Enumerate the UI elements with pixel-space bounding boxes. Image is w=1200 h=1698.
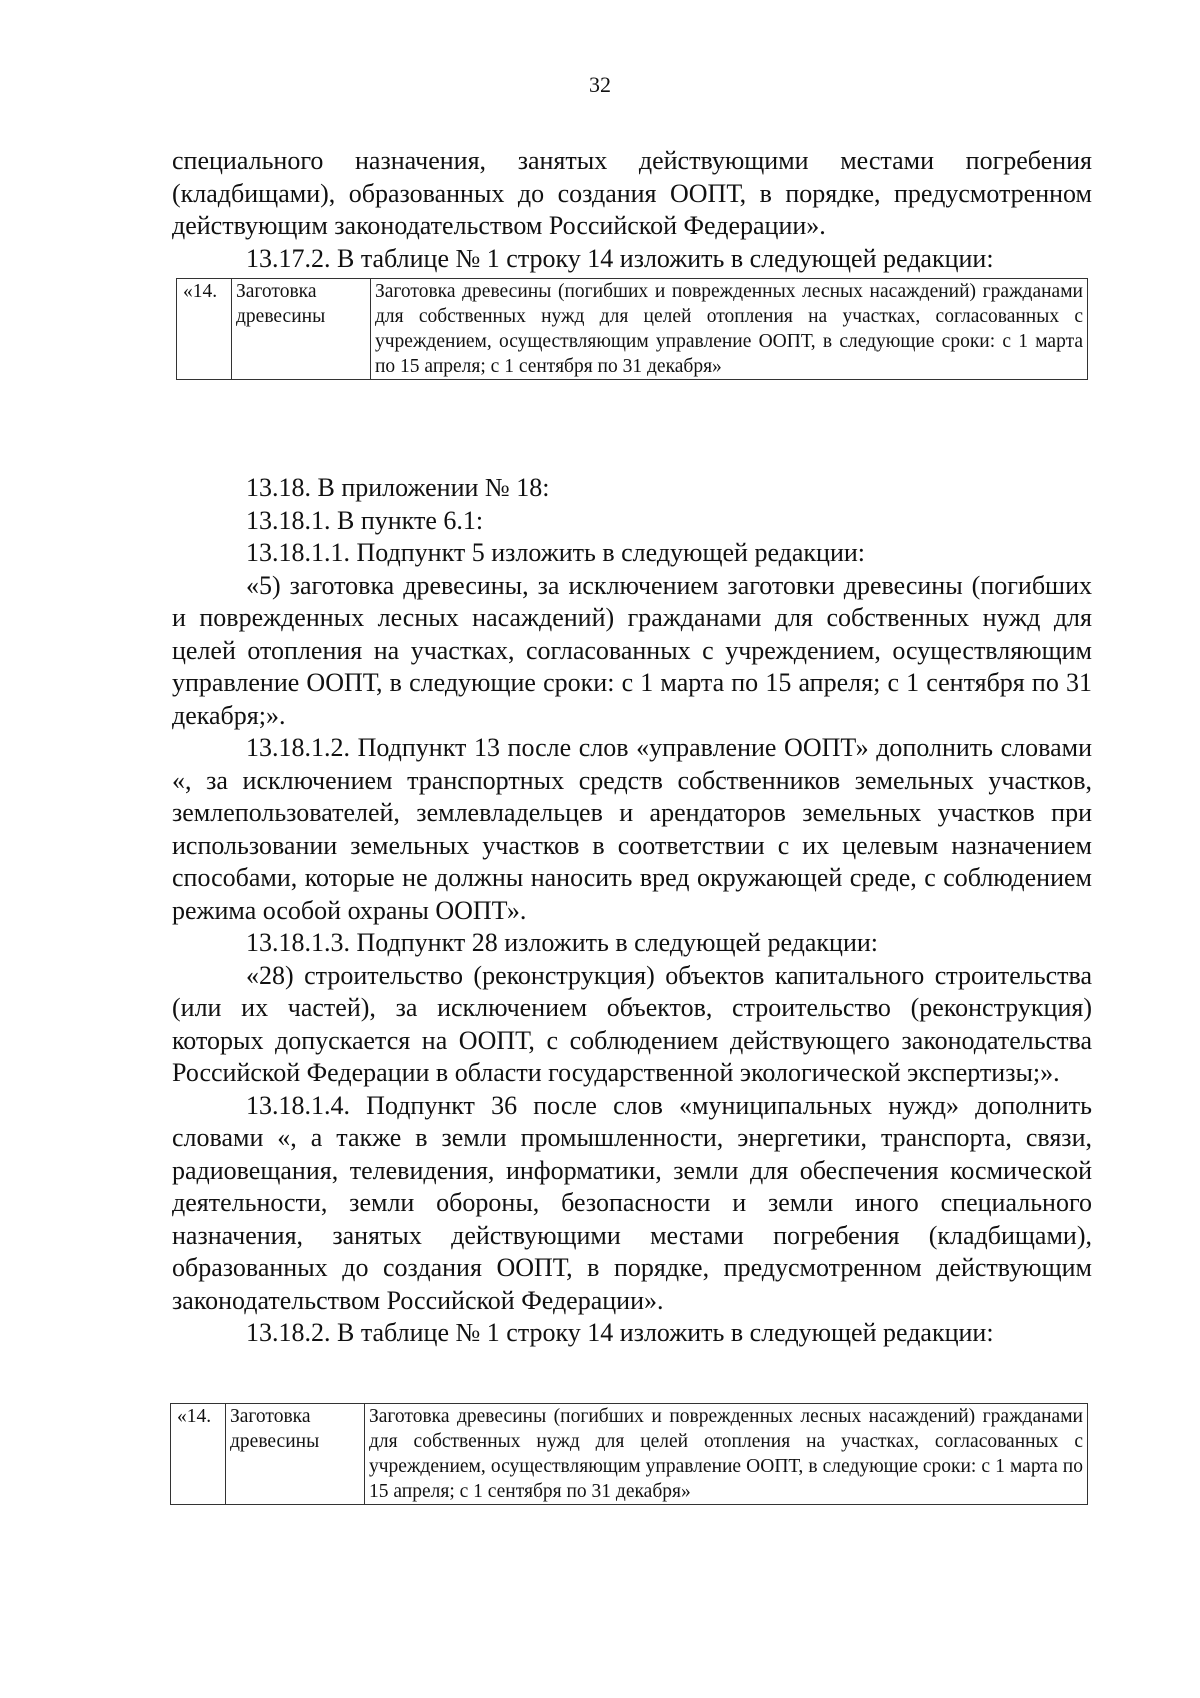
amendment-table-2 <box>170 1403 1088 1505</box>
table-cell-number: «14. <box>171 1404 226 1505</box>
paragraph-13-18: 13.18. В приложении № 18: <box>246 473 550 502</box>
table-cell-name: Заготовка древесины <box>232 279 371 380</box>
table-cell-name: Заготовка древесины <box>226 1404 365 1505</box>
section-13-18 <box>172 472 1092 1350</box>
paragraph-13-18-1-4: 13.18.1.4. Подпункт 36 после слов «муниципальных нужд» дополнить словами «, а также в земли промышленности, энергетики, транспорта, связи, радиовещания, телевидения, информатики, земли для обеспечения космической деятельности, земли обороны, безопасности и земли иного специального назначения, занятых действующими местами погребения (кладбищами), образованных до создания ООПТ, в порядке, предусмотренном действующим законодательством Российской Федерации». <box>172 1090 1092 1315</box>
paragraph-subitem-28: «28) строительство (реконструкция) объектов капитального строительства (или их частей), за исключением объектов, строительство (реконструкция) которых допускается на ООПТ, с соблюдением действующего законодательства Российской Федерации в области государственной экологической экспертизы;». <box>172 960 1092 1087</box>
paragraph-13-17-2: 13.17.2. В таблице № 1 строку 14 изложить в следующей редакции: <box>246 243 994 273</box>
paragraph-13-18-2: 13.18.2. В таблице № 1 строку 14 изложить в следующей редакции: <box>246 1318 994 1347</box>
paragraph-13-18-1: 13.18.1. В пункте 6.1: <box>246 505 484 535</box>
table-cell-number: «14. <box>177 279 232 380</box>
table-row <box>171 1404 1088 1505</box>
table-row <box>177 279 1088 380</box>
section-continuation <box>172 145 1092 275</box>
paragraph-continuation: специального назначения, занятых действующими местами погребения (кладбищами), образованных до создания ООПТ, в порядке, предусмотренном действующим законодательством Российской Федерации». <box>172 146 1092 240</box>
table-cell-description: Заготовка древесины (погибших и поврежденных лесных насаждений) гражданами для собственных нужд для целей отопления на участках, согласованных с учреждением, осуществляющим управление ООПТ, в следующие сроки: с 1 марта по 15 апреля; с 1 сентября по 31 декабря» <box>365 1404 1088 1505</box>
table-cell-description: Заготовка древесины (погибших и поврежденных лесных насаждений) гражданами для собственных нужд для целей отопления на участках, согласованных с учреждением, осуществляющим управление ООПТ, в следующие сроки: с 1 марта по 15 апреля; с 1 сентября по 31 декабря» <box>371 279 1088 380</box>
paragraph-13-18-1-3: 13.18.1.3. Подпункт 28 изложить в следующей редакции: <box>246 928 879 957</box>
paragraph-13-18-1-2: 13.18.1.2. Подпункт 13 после слов «управление ООПТ» дополнить словами «, за исключением транспортных средств собственников земельных участков, землепользователей, землевладельцев и арендаторов земельных участков при использовании земельных участков в соответствии с их целевым назначением способами, которые не должны наносить вред окружающей среде, с соблюдением режима особой охраны ООПТ». <box>172 733 1092 925</box>
paragraph-subitem-5: «5) заготовка древесины, за исключением заготовки древесины (погибших и поврежденных лесных насаждений) гражданами для собственных нужд для целей отопления на участках, согласованных с учреждением, осуществляющим управление ООПТ, в следующие сроки: с 1 марта по 15 апреля; с 1 сентября по 31 декабря;». <box>172 570 1092 730</box>
page-number: 32 <box>589 72 611 97</box>
amendment-table-1 <box>176 278 1088 380</box>
paragraph-13-18-1-1: 13.18.1.1. Подпункт 5 изложить в следующей редакции: <box>246 538 866 567</box>
